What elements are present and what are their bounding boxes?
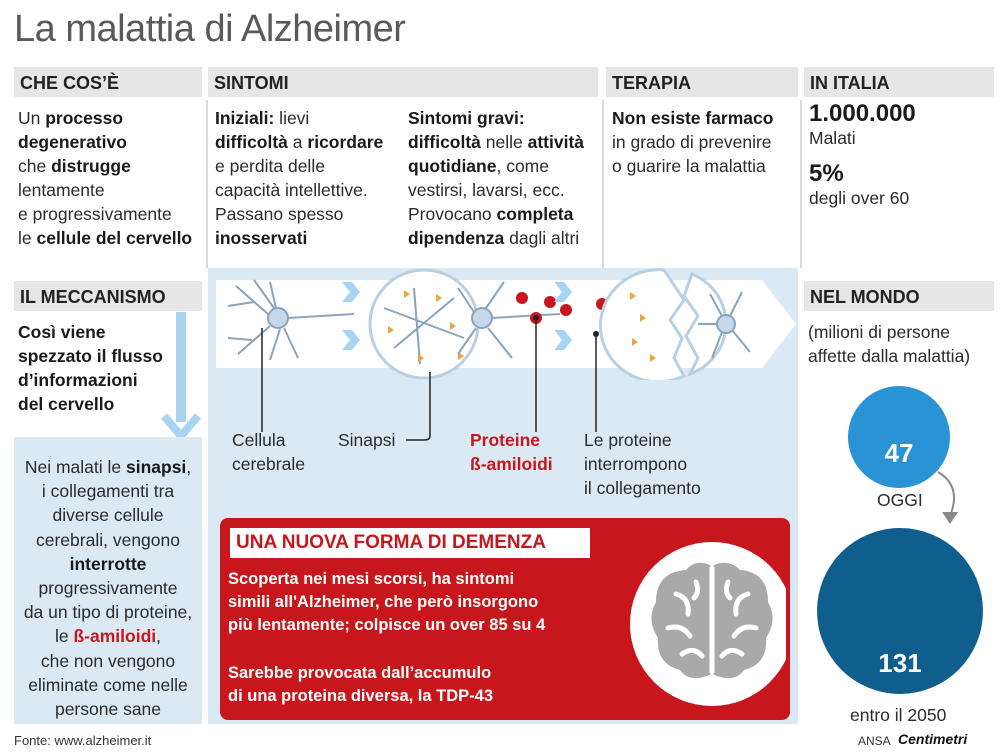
nuova-demenza-box [220,518,790,720]
label-interruzione: Le proteine interrompono il collegamento [584,430,701,498]
credit-ansa: ANSA [858,734,891,748]
header-che-cose: CHE COS’È [14,67,202,97]
sintomi-iniziali-text: Iniziali: lievi difficoltà a ricordare e perdita delle capacità intellettive. Passano spesso inosservati [215,108,384,248]
header-nel-mondo: NEL MONDO [804,281,994,311]
in-italia-text: 1.000.000 Malati 5% degli over 60 [809,100,916,208]
curved-arrow-icon [928,468,968,528]
demenza-paragraph-1: Scoperta nei mesi scorsi, ha sintomi simili all'Alzheimer, che però insorgono più lentamente; colpisce un over 85 su 4 [228,570,546,634]
header-sintomi: SINTOMI [208,67,598,97]
divider [800,100,802,268]
terapia-text: Non esiste farmaco in grado di prevenire o guarire la malattia [612,108,774,176]
divider [206,100,208,268]
future-circle [817,528,983,694]
header-in-italia: IN ITALIA [804,67,994,97]
page-title: La malattia di Alzheimer [14,8,406,50]
source-text: Fonte: www.alzheimer.it [14,733,152,748]
credit-centimetri: Centimetri [898,731,968,747]
header-terapia: TERAPIA [606,67,798,97]
che-cose-text: Un processo degenerativo che distrugge lentamente e progressivamente le cellule del cervello [18,108,193,248]
brain-icon [616,532,786,708]
demenza-title: UNA NUOVA FORMA DI DEMENZA [230,528,590,558]
sinapsi-explanation-text: Nei malati le sinapsi, i collegamenti tra diverse cellule cerebrali, vengono interrotte progressivamente da un tipo di proteine, le ß-amiloidi, che non vengono eliminate come nelle persone sane [23,457,193,720]
percent-number: 5% [809,160,844,187]
down-arrow-icon [160,312,204,448]
future-label: entro il 2050 [850,705,947,725]
malati-number: 1.000.000 [809,100,916,127]
label-cellula: Cellula cerebrale [232,430,305,474]
divider [602,100,604,268]
label-sinapsi: Sinapsi [338,430,396,450]
label-proteine: Proteine ß-amiloidi [470,430,553,474]
header-meccanismo: IL MECCANISMO [14,281,202,311]
nel-mondo-subtitle: (milioni di persone affette dalla malattia) [808,322,971,366]
oggi-value: 47 [884,438,914,468]
oggi-label: OGGI [877,490,923,510]
future-value: 131 [878,648,922,678]
sintomi-gravi-text: Sintomi gravi: difficoltà nelle attività quotidiane, come vestirsi, lavarsi, ecc. Provocano completa dipendenza dagli altri [408,108,585,248]
demenza-paragraph-2: Sarebbe provocata dall’accumulo di una proteina diversa, la TDP-43 [228,664,493,705]
neuron-diagram [214,268,798,380]
meccanismo-intro: Così viene spezzato il flusso d’informazioni del cervello [18,322,163,414]
